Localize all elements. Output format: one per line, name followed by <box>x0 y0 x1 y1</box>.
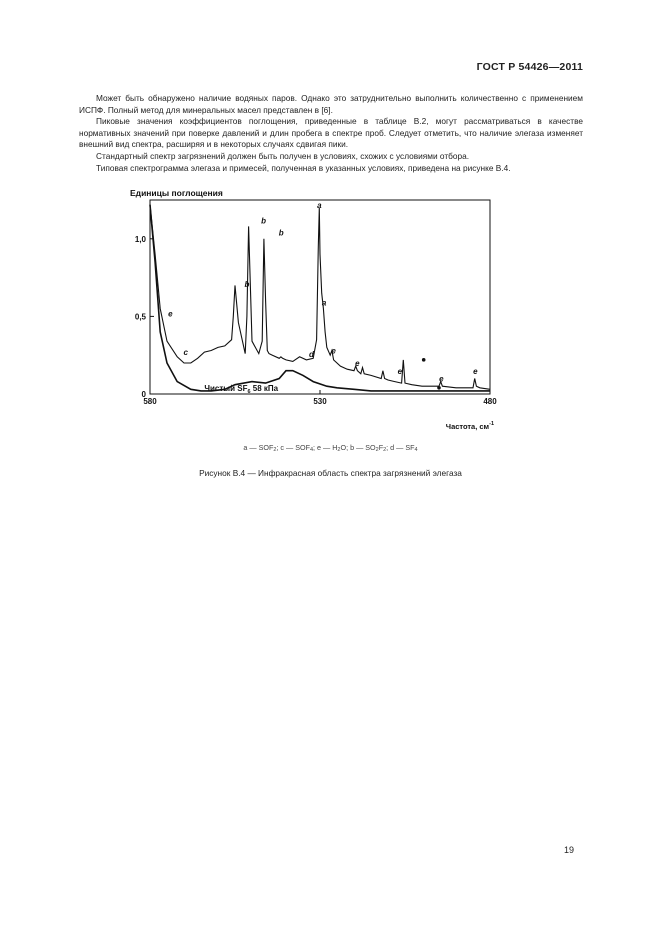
paragraph: Пиковые значения коэффициентов поглощения, приведенные в таблице В.2, могут рассматриваться в качестве нормативных значений при поверке давлений и длин пробега в спектре проб. Следует отметить, что наличие элегаза изменяет внешний вид спектра, расширяя и в некоторых случаях сдвигая пики. <box>79 116 583 150</box>
spectrum-figure <box>110 183 520 438</box>
peak-annotation: a <box>317 200 322 210</box>
y-tick-label: 0 <box>141 390 146 399</box>
x-tick-label: 480 <box>483 397 497 406</box>
peak-annotation: e <box>439 374 444 384</box>
peak-annotation: b <box>244 279 250 289</box>
peak-annotation: e <box>355 359 360 369</box>
y-axis-label: Единицы поглощения <box>130 188 223 198</box>
peak-annotation: e <box>331 346 336 356</box>
peak-annotation: b <box>278 228 284 238</box>
spectrum-chart <box>110 183 520 438</box>
pure-sf6-label-text: Чистый SF <box>204 383 248 393</box>
peak-annotation: e <box>473 366 478 376</box>
peak-annotation: c <box>183 348 188 358</box>
peak-annotation: b <box>261 216 267 226</box>
peak-annotation: e <box>397 366 403 376</box>
peak-annotation: e <box>168 309 173 319</box>
body-text <box>79 93 583 174</box>
peak-dot-marker <box>422 358 426 362</box>
paragraph: Может быть обнаружено наличие водяных паров. Однако это затруднительно выполнить количественно с применением ИСПФ. Полный метод для минеральных масел представлен в [6]. <box>79 93 583 115</box>
page-number: 19 <box>563 845 574 855</box>
x-tick-label: 580 <box>143 397 157 406</box>
figure-legend: a — $SOF_2$; c — $SOF_4$; e — $H_2O$; b — $SO_2F_2$; d — $SF_4$ <box>243 443 418 453</box>
y-tick-label: 0,5 <box>134 312 146 322</box>
pure-sf6-label <box>204 384 278 395</box>
contaminated-spectrum-curve <box>150 205 490 390</box>
paragraph: Стандартный спектр загрязнений должен быть получен в условиях, схожих с условиями отбора. <box>96 150 470 161</box>
x-axis-label <box>446 421 494 431</box>
y-tick-label: 1,0 <box>134 234 146 244</box>
peak-annotation: d <box>309 349 314 359</box>
x-axis-label-text: Частота, см <box>445 422 490 431</box>
figure-caption: Рисунок В.4 — Инфракрасная область спектра загрязнений элегаза <box>199 468 462 478</box>
peak-dot-marker <box>437 386 441 390</box>
paragraph: Типовая спектрограмма элегаза и примесей, полученная в указанных условиях, приведена на рисунке В.4. <box>96 162 511 173</box>
x-axis-label-exponent: -1 <box>489 421 494 427</box>
peak-annotation: a <box>321 298 327 308</box>
pure-sf6-label-subscript: 6 <box>247 388 251 395</box>
x-tick-label: 530 <box>313 397 327 406</box>
document-standard-number: ГОСТ Р 54426—2011 <box>476 61 583 73</box>
pure-sf6-label-pressure: 58 кПа <box>250 383 279 393</box>
